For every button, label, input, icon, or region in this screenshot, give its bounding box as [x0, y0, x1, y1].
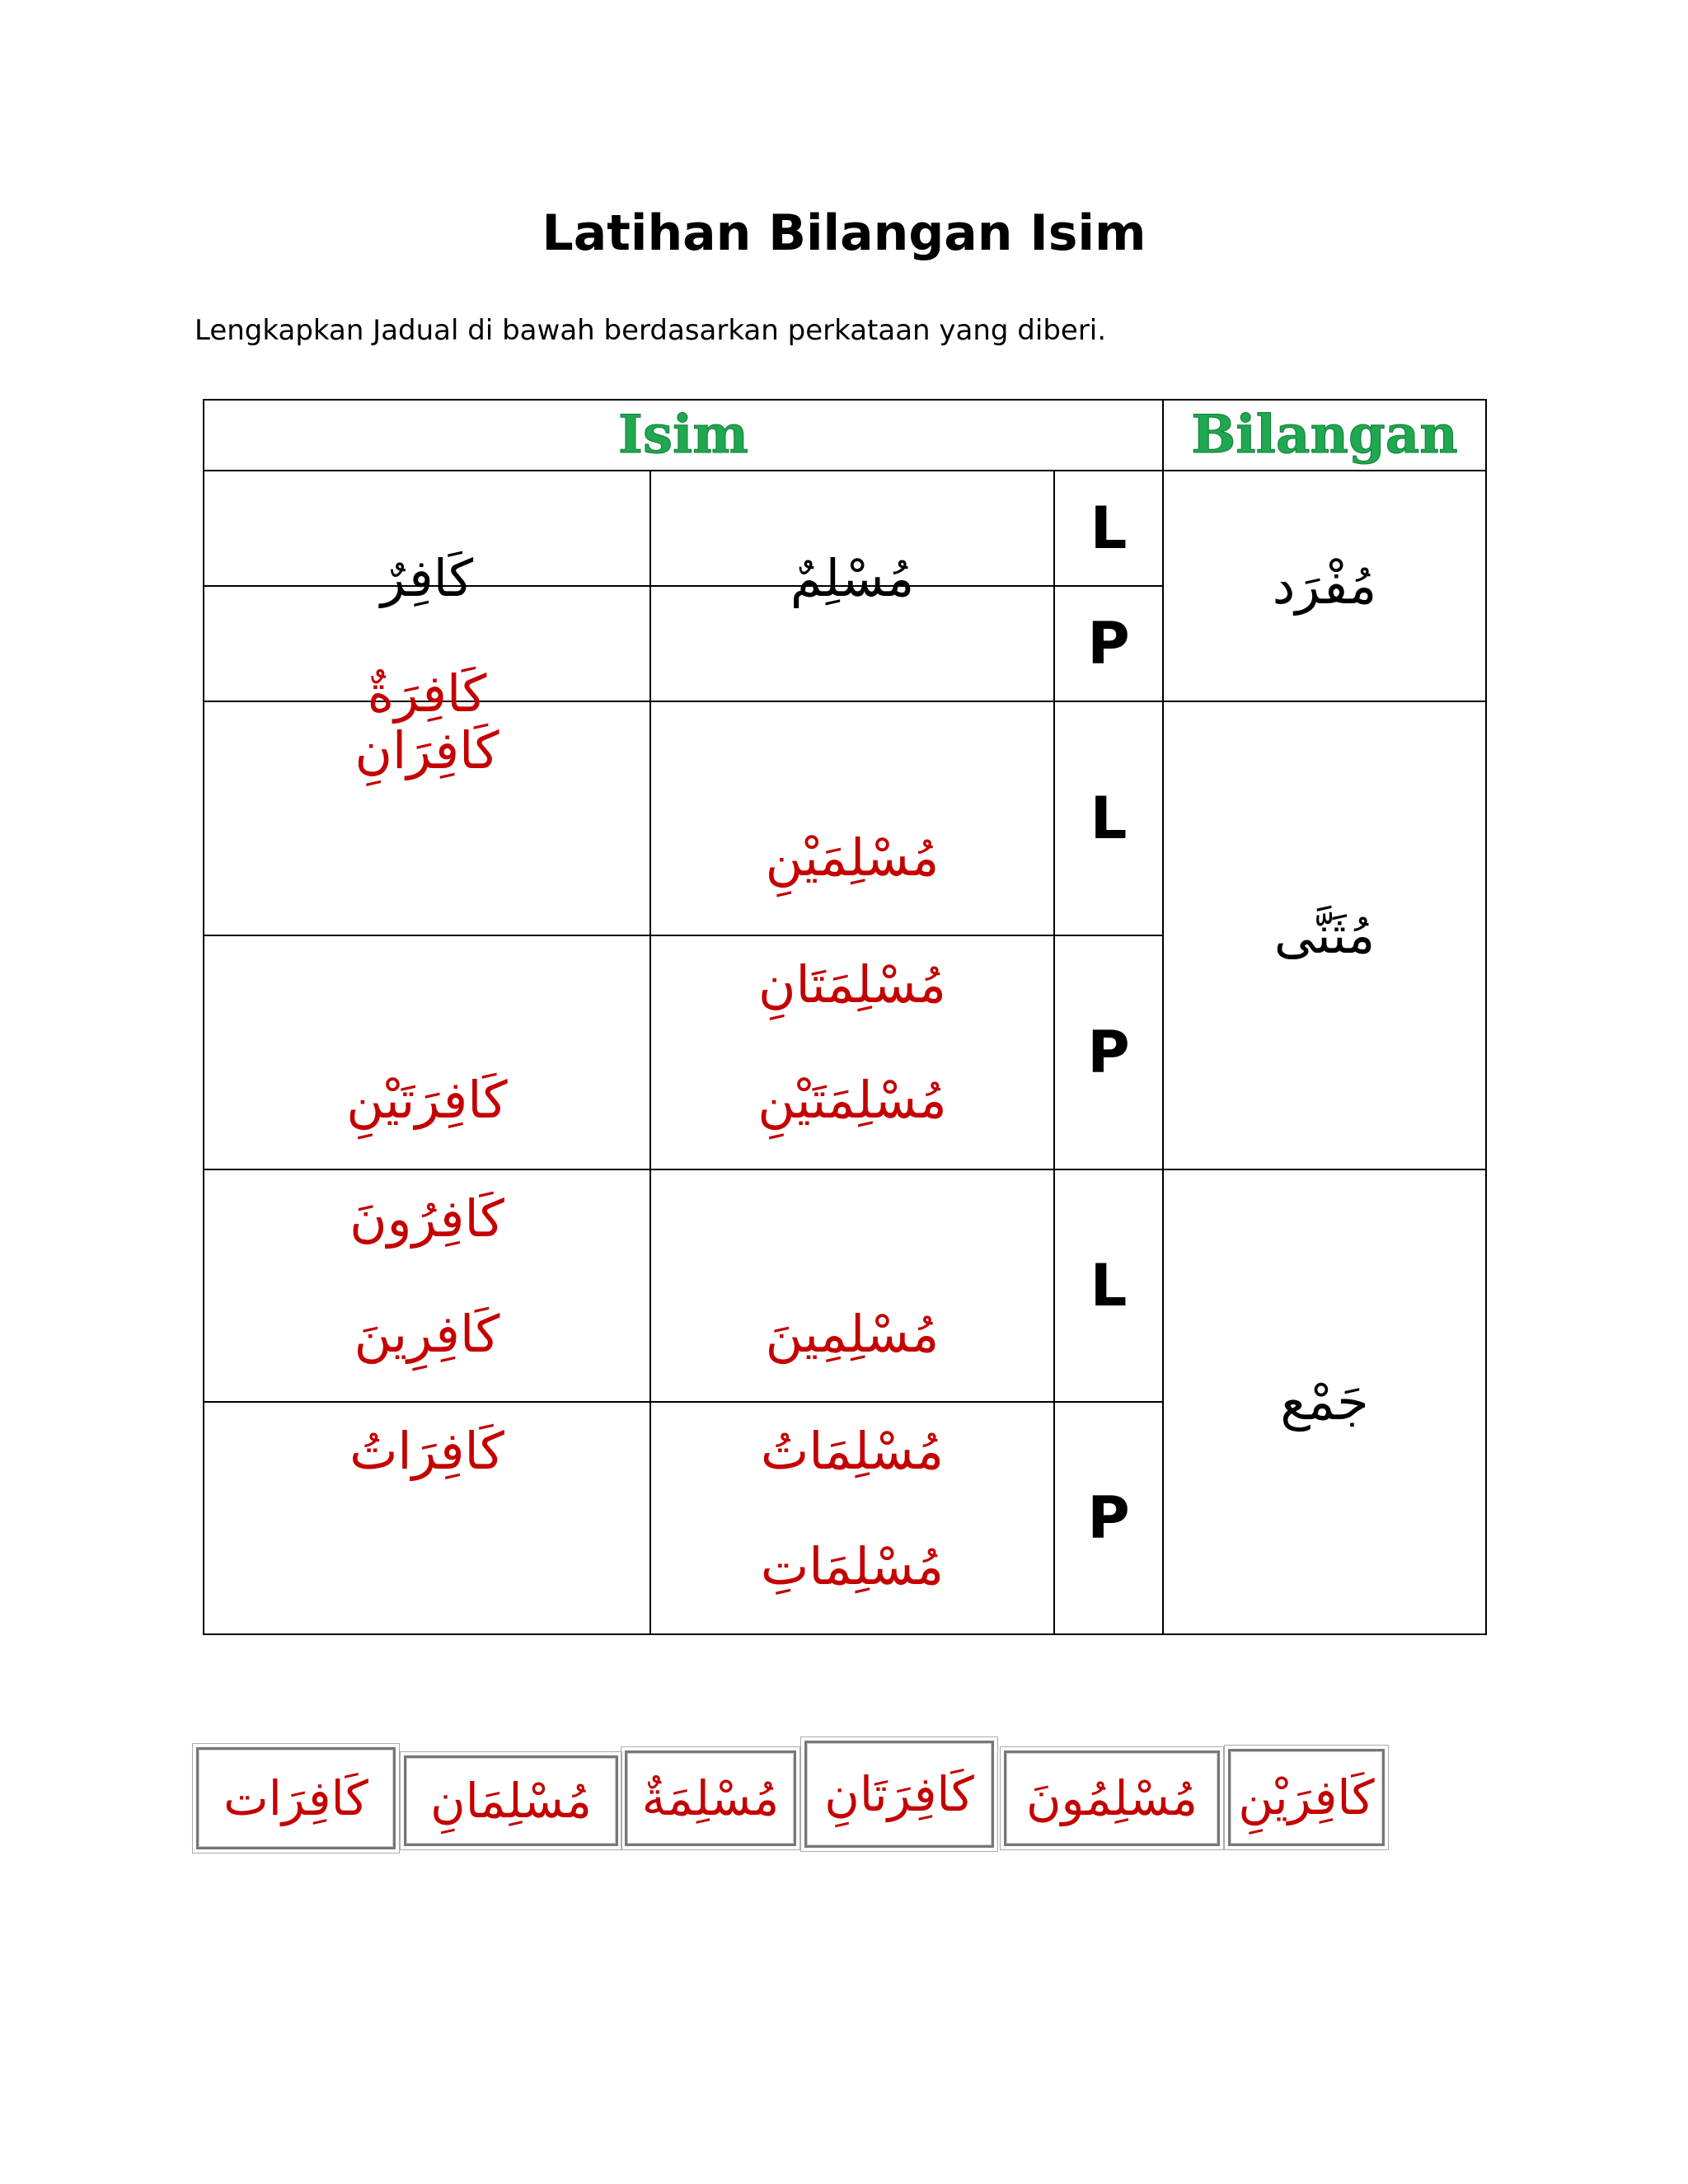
gender-label: L	[1054, 471, 1163, 586]
word: مُسْلِمَيْنِ	[765, 827, 940, 888]
word: مُسْلِمَاتُ	[760, 1421, 945, 1481]
word: كَافِرَتَيْنِ	[346, 1070, 508, 1130]
bilangan-muthanna: مُثَنَّى	[1163, 701, 1486, 1169]
header-row	[204, 400, 1486, 471]
gender-label: L	[1054, 701, 1163, 935]
word-chip[interactable]: مُسْلِمَانِ	[404, 1755, 618, 1846]
word: كَافِرٌ	[380, 548, 474, 608]
word-chip[interactable]: كَافِرَيْنِ	[1228, 1749, 1385, 1846]
cell-muthanna-l-col2[interactable]	[650, 701, 1054, 935]
word-bank	[195, 1737, 1385, 1853]
instruction-text: Lengkapkan Jadual di bawah berdasarkan perkataan yang diberi.	[195, 314, 1107, 347]
table-row-jamak-l	[204, 1169, 1486, 1402]
word-chip[interactable]: كَافِرَتَانِ	[804, 1741, 994, 1848]
cell-muthanna-p-col2[interactable]	[650, 935, 1054, 1169]
word: كَافِرُونَ	[349, 1188, 504, 1249]
exercise-table	[203, 399, 1487, 1635]
word: كَافِرَاتُ	[349, 1421, 504, 1481]
word: كَافِرَانِ	[354, 720, 499, 780]
word-chip[interactable]: كَافِرَات	[196, 1747, 396, 1849]
word: مُسْلِمٌ	[790, 548, 915, 608]
header-bilangan: Bilangan	[1163, 400, 1486, 471]
word: كَافِرَةٌ	[367, 663, 487, 724]
cell-jamak-l-col2[interactable]	[650, 1169, 1054, 1402]
word-chip[interactable]: مُسْلِمَةٌ	[625, 1750, 796, 1846]
header-isim: Isim	[204, 400, 1163, 471]
cell-jamak-p-col2[interactable]	[650, 1402, 1054, 1634]
table-row-muthanna-l	[204, 701, 1486, 935]
page-title: Latihan Bilangan Isim	[542, 204, 1146, 262]
gender-label: P	[1054, 586, 1163, 701]
word: مُسْلِمِينَ	[765, 1304, 940, 1364]
cell-mufrad-l-col1[interactable]	[204, 471, 650, 608]
cell-mufrad-l-col2[interactable]	[650, 471, 1054, 608]
word: كَافِرِينَ	[354, 1304, 500, 1364]
word: مُسْلِمَتَيْنِ	[757, 1070, 947, 1130]
word: مُسْلِمَاتِ	[760, 1536, 945, 1596]
cell-jamak-l-col1[interactable]	[204, 1169, 650, 1402]
word-chip[interactable]: مُسْلِمُونَ	[1004, 1750, 1220, 1846]
word: مُسْلِمَتَانِ	[757, 954, 947, 1015]
bilangan-mufrad: مُفْرَد	[1163, 471, 1486, 701]
bilangan-jamak: جَمْع	[1163, 1169, 1486, 1634]
table-row-mufrad-l	[204, 471, 1486, 586]
cell-muthanna-l-col1[interactable]	[204, 701, 650, 935]
cell-muthanna-p-col1[interactable]	[204, 935, 650, 1169]
gender-label: L	[1054, 1169, 1163, 1402]
cell-jamak-p-col1[interactable]	[204, 1402, 650, 1634]
gender-label: P	[1054, 935, 1163, 1169]
gender-label: P	[1054, 1402, 1163, 1634]
